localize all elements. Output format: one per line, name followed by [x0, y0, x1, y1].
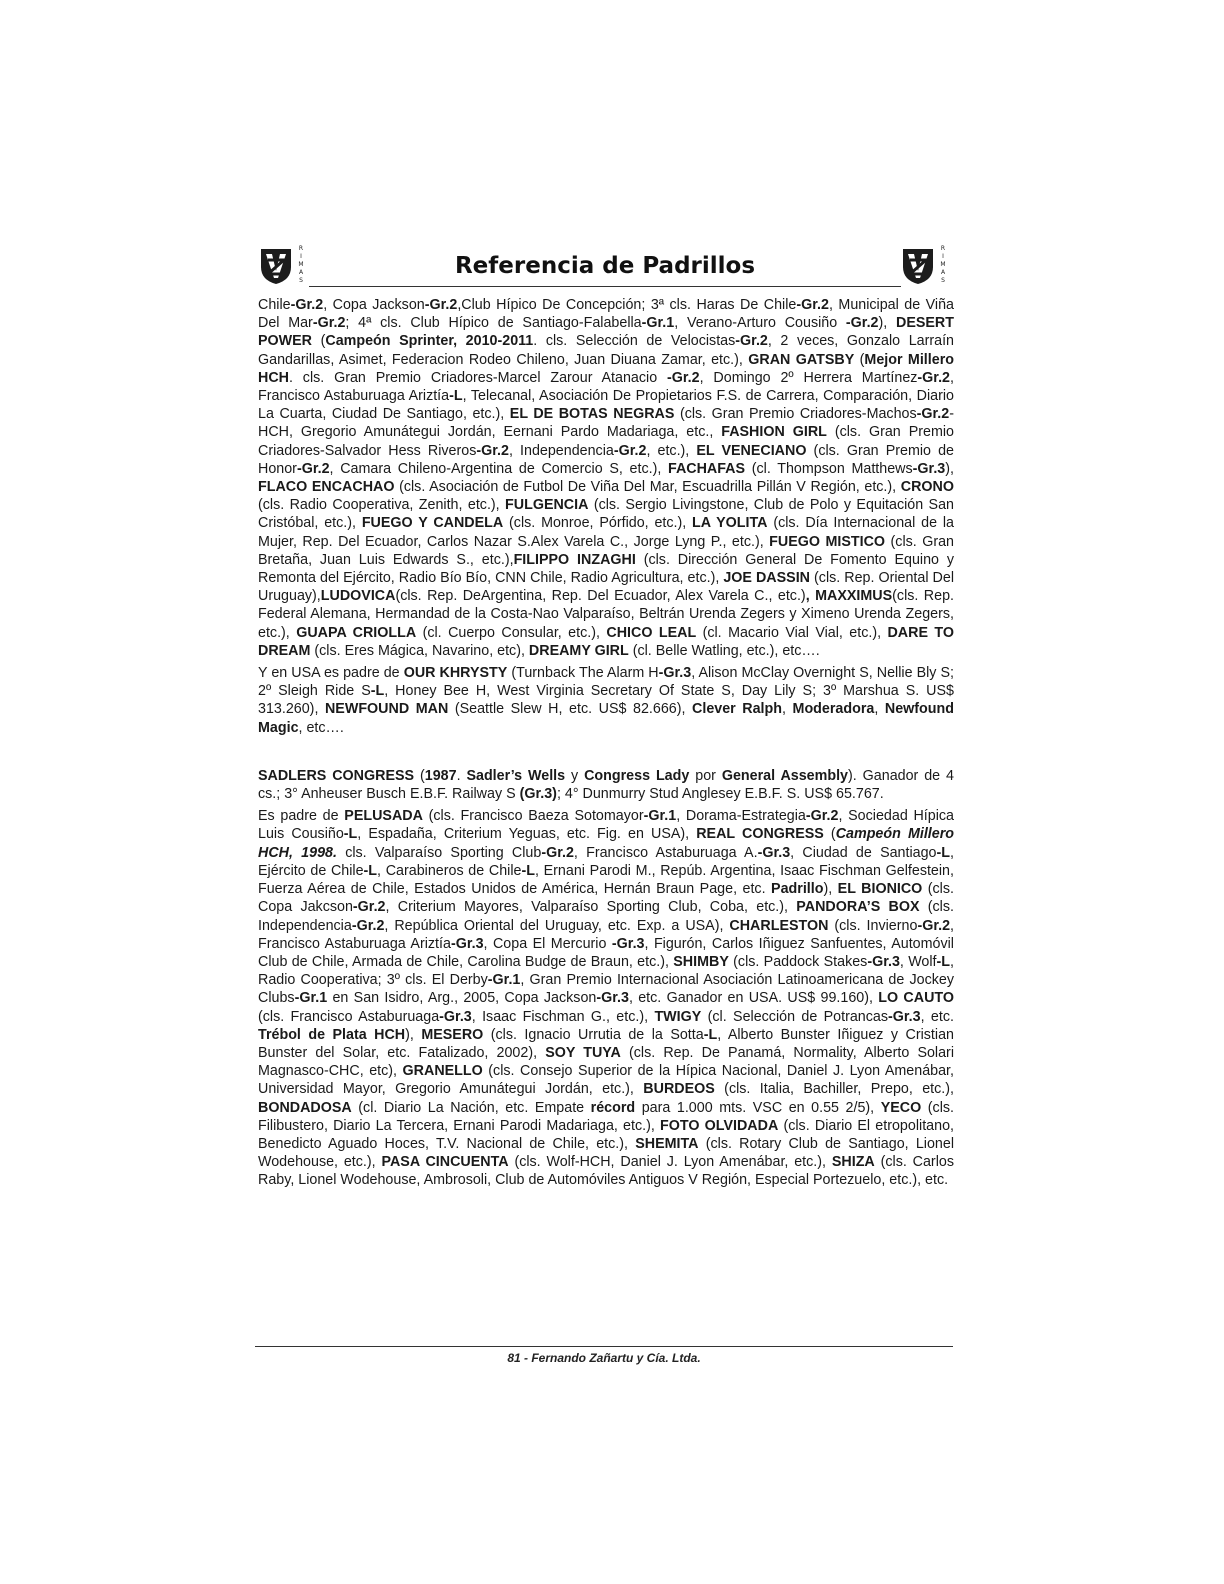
header-rule	[309, 286, 901, 287]
page-footer: 81 - Fernando Zañartu y Cía. Ltda.	[507, 1351, 701, 1365]
paragraph-offspring-usa: Y en USA es padre de OUR KHRYSTY (Turnback The Alarm H-Gr.3, Alison McClay Overnight S, Nellie Bly S; 2º Sleigh Ride S-L, Honey Bee H, West Virginia Secretary Of State S, Day Lily S; 3º Marshua S. US$ 313.260), NEWFOUND MAN (Seattle Slew H, etc. US$ 82.666), Clever Ralph, Moderadora, Newfound Magic, etc….	[258, 665, 955, 736]
logo	[257, 243, 311, 289]
shield-logo-icon	[259, 247, 293, 285]
paragraph-sadlers-congress: SADLERS CONGRESS (1987. Sadler’s Wells y Congress Lady por General Assembly). Ganador de 4 cs.; 3° Anheuser Busch E.B.F. Railway S (Gr.3); 4° Dunmurry Stud Anglesey E.B.F. S. US$ 65.767.	[258, 767, 954, 803]
logo-letters: R I M A S	[940, 245, 946, 284]
logo-letters: R I M A S	[298, 245, 304, 284]
footer-rule	[255, 1346, 953, 1347]
document-body	[258, 296, 954, 1194]
paragraph-offspring-chile: Chile-Gr.2, Copa Jackson-Gr.2,Club Hípico De Concepción; 3ª cls. Haras De Chile-Gr.2, Municipal de Viña Del Mar-Gr.2; 4ª cls. Club Hípico de Santiago-Falabella-Gr.1, Verano-Arturo Cousiño -Gr.2), DESERT POWER (Campeón Sprinter, 2010-2011. cls. Selección de Velocistas-Gr.2, 2 veces, Gonzalo Larraín Gandarillas, Asimet, Federacion Rodeo Chileno, Juan Diuana Zamar, etc.), GRAN GATSBY (Mejor Millero HCH. cls. Gran Premio Criadores-Marcel Zarour Atanacio -Gr.2, Domingo 2º Herrera Martínez-Gr.2, Francisco Astaburuaga Ariztía-L, Telecanal, Asociación De Propietarios F.S. de Carrera, Comparación, Diario La Cuarta, Ciudad De Santiago, etc.), EL DE BOTAS NEGRAS (cls. Gran Premio Criadores-Machos-Gr.2-HCH, Gregorio Amunátegui Jordán, Eernani Pardo Madariaga, etc., FASHION GIRL (cls. Gran Premio Criadores-Salvador Hess Riveros-Gr.2, Independencia-Gr.2, etc.), EL VENECIANO (cls. Gran Premio de Honor-Gr.2, Camara Chileno-Argentina de Comercio S, etc.), FACHAFAS (cl. Thompson Matthews-Gr.3), FLACO ENCACHAO (cls. Asociación de Futbol De Viña Del Mar, Escuadrilla Pillán V Región, etc.), CRONO (cls. Radio Cooperativa, Zenith, etc.), FULGENCIA (cls. Sergio Livingstone, Club de Polo y Equitación San Cristóbal, etc.), FUEGO Y CANDELA (cls. Monroe, Pórfido, etc.), LA YOLITA (cls. Día Internacional de la Mujer, Rep. Del Ecuador, Carlos Nazar S.Alex Varela C., Jorge Lyng P., etc.), FUEGO MISTICO (cls. Gran Bretaña, Juan Luis Edwards S., etc.),FILIPPO INZAGHI (cls. Dirección General De Fomento Equino y Remonta del Ejército, Radio Bío Bío, CNN Chile, Radio Agricultura, etc.), JOE DASSIN (cls. Rep. Oriental Del Uruguay),LUDOVICA(cls. Rep. DeArgentina, Rep. Del Ecuador, Alex Varela C., etc.), MAXXIMUS(cls. Rep. Federal Alemana, Hermandad de la Costa-Nao Valparaíso, Beltrán Urenda Zegers y Ximeno Urenda Zegers, etc.), GUAPA CRIOLLA (cl. Cuerpo Consular, etc.), CHICO LEAL (cl. Macario Vial Vial, etc.), DARE TO DREAM (cls. Eres Mágica, Navarino, etc), DREAMY GIRL (cl. Belle Watling, etc.), etc….	[258, 297, 955, 659]
page-title: Referencia de Padrillos	[454, 253, 756, 279]
page-header	[257, 243, 953, 289]
shield-logo-icon	[901, 247, 935, 285]
paragraph-sadlers-offspring: Es padre de PELUSADA (cls. Francisco Baeza Sotomayor-Gr.1, Dorama-Estrategia-Gr.2, Sociedad Hípica Luis Cousiño-L, Espadaña, Criterium Yeguas, etc. Fig. en USA), REAL CONGRESS (Campeón Millero HCH, 1998. cls. Valparaíso Sporting Club-Gr.2, Francisco Astaburuaga A.-Gr.3, Ciudad de Santiago-L, Ejército de Chile-L, Carabineros de Chile-L, Ernani Parodi M., Repúb. Argentina, Isaac Fischman Gelfestein, Fuerza Aérea de Chile, Estados Unidos de América, Hernán Braun Page, etc. Padrillo), EL BIONICO (cls. Copa Jakcson-Gr.2, Criterium Mayores, Valparaíso Sporting Club, Coba, etc.), PANDORA’S BOX (cls. Independencia-Gr.2, República Oriental del Uruguay, etc. Exp. a USA), CHARLESTON (cls. Invierno-Gr.2, Francisco Astaburuaga Ariztía-Gr.3, Copa El Mercurio -Gr.3, Figurón, Carlos Iñiguez Sanfuentes, Automóvil Club de Chile, Armada de Chile, Carolina Budge de Braun, etc.), SHIMBY (cls. Paddock Stakes-Gr.3, Wolf-L, Radio Cooperativa; 3º cls. El Derby-Gr.1, Gran Premio Internacional Asociación Latinoamericana de Jockey Clubs-Gr.1 en San Isidro, Arg., 2005, Copa Jackson-Gr.3, etc. Ganador en USA. US$ 99.160), LO CAUTO (cls. Francisco Astaburuaga-Gr.3, Isaac Fischman G., etc.), TWIGY (cl. Selección de Potrancas-Gr.3, etc. Trébol de Plata HCH), MESERO (cls. Ignacio Urrutia de la Sotta-L, Alberto Bunster Iñiguez y Cristian Bunster del Solar, etc. Fatalizado, 2002), SOY TUYA (cls. Rep. De Panamá, Normality, Alberto Solari Magnasco-CHC, etc), GRANELLO (cls. Consejo Superior de la Hípica Nacional, Daniel J. Lyon Amenábar, Universidad Mayor, Gregorio Amunátegui Jordán, etc.), BURDEOS (cls. Italia, Bachiller, Prepo, etc.), BONDADOSA (cl. Diario La Nación, etc. Empate récord para 1.000 mts. VSC en 0.55 2/5), YECO (cls. Filibustero, Diario La Tercera, Ernani Parodi Madariaga, etc.), FOTO OLVIDADA (cls. Diario El etropolitano, Benedicto Aguado Hoces, T.V. Nacional de Chile, etc.), SHEMITA (cls. Rotary Club de Santiago, Lionel Wodehouse, etc.), PASA CINCUENTA (cls. Wolf-HCH, Daniel J. Lyon Amenábar, etc.), SHIZA (cls. Carlos Raby, Lionel Wodehouse, Ambrosoli, Club de Automóviles Antiguos V Región, Especial Portezuelo, etc.), etc.	[258, 808, 955, 1189]
logo-right	[899, 243, 953, 289]
